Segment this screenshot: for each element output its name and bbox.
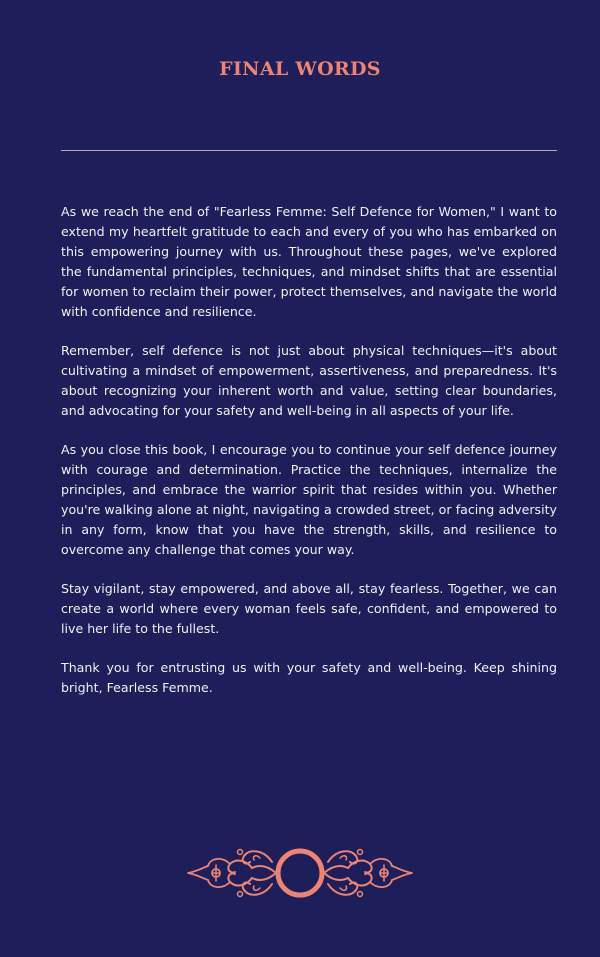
filigree-ring-ornament-icon: [180, 838, 420, 908]
paragraph-thank-you: Thank you for entrusting us with your safety and well-being. Keep shining bright, Fearless Femme.: [61, 660, 557, 695]
paragraph-mindset: Remember, self defence is not just about physical techniques—it's about cultivating a mindset of empowerment, assertiveness, and preparedness. It's about recognizing your inherent worth and value, setting clear boundaries, and advocating for your safety and well-being in all aspects of your life.: [61, 343, 557, 418]
paragraph-gratitude: As we reach the end of "Fearless Femme: Self Defence for Women," I want to extend my heartfelt gratitude to each and every of you who has embarked on this empowering journey with us. Throughout these pages, we've explored the fundamental principles, techniques, and mindset shifts that are essential for women to reclaim their power, protect themselves, and navigate the world with confidence and resilience.: [61, 204, 557, 319]
paragraph-journey: As you close this book, I encourage you to continue your self defence journey with courage and determination. Practice the techniques, internalize the principles, and embrace the warrior spirit that resides within you. Whether you're walking alone at night, navigating a crowded street, or facing adversity in any form, know that you have the strength, skills, and resilience to overcome any challenge that comes your way.: [61, 442, 557, 557]
title-divider: [61, 150, 557, 151]
page-title: FINAL WORDS: [219, 58, 381, 80]
body-text: [61, 202, 557, 717]
paragraph-stay-fearless: Stay vigilant, stay empowered, and above all, stay fearless. Together, we can create a world where every woman feels safe, confident, and empowered to live her life to the fullest.: [61, 581, 557, 636]
